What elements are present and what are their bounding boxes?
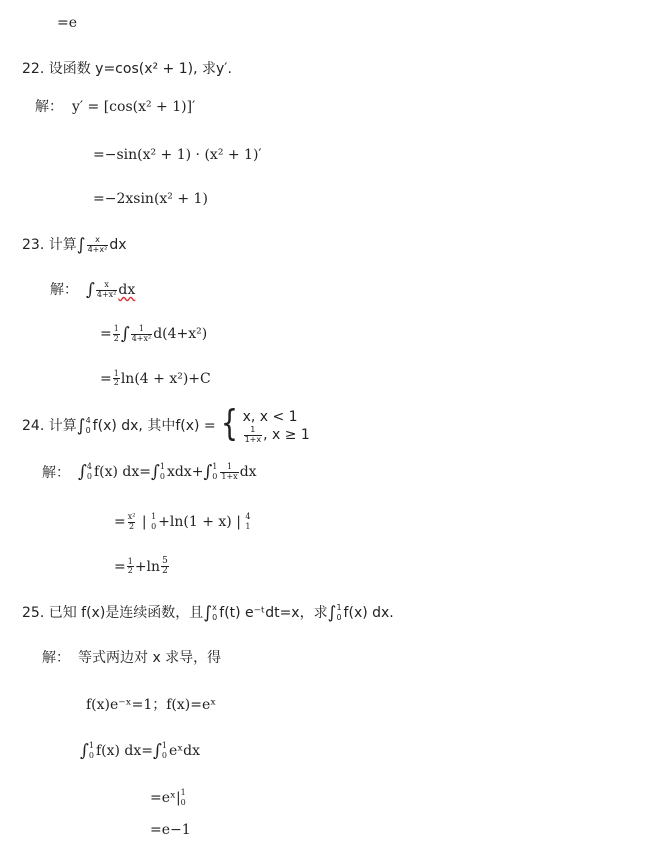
integral-sign: ∫ — [76, 235, 86, 255]
problem-23-title — [22, 236, 126, 254]
integral-sign: ∫ — [76, 416, 86, 437]
p23-step3-coef: $\frac{1}{2}$ — [113, 369, 119, 388]
p23-step-1 — [86, 281, 135, 299]
p23-step2-inner: $\frac{1}{\text{4+x²}}$ — [131, 324, 152, 343]
p23-step-2: = $\frac{1}{2}$ ∫ $\frac{1}{\text{4+x²}}$ d(4+x²) — [100, 324, 208, 344]
integral-sign: ∫ — [203, 603, 213, 623]
p23-step2-tail: d(4+x²) — [153, 326, 208, 342]
integral-sign: ∫ — [153, 741, 162, 761]
integral-sign: ∫ — [120, 324, 130, 344]
integral-sign: ∫ — [327, 603, 337, 623]
p25-step-2: ∫ 1 0 f(x) dx=∫ 1 0 eˣdx — [80, 741, 201, 761]
p22-solution-label: 解： — [35, 99, 63, 115]
p24-case-2: $\frac{1}{1+x}$ , x ≥ 1 — [244, 425, 310, 444]
p23-step1-dx: dx — [118, 282, 136, 298]
p24-title-prefix: 24. 计算 — [22, 418, 77, 435]
integral-sign: ∫ — [86, 280, 95, 300]
p24-title-mid: f(x) dx, 其中f(x) = — [92, 418, 216, 435]
p24-case-1: x, x < 1 — [242, 409, 298, 425]
p23-solution-label: 解： — [50, 282, 78, 298]
problem-22-title: 22. 设函数 y=cos(x² + 1), 求y′. — [22, 61, 232, 77]
integral-sign: ∫ — [78, 462, 87, 482]
p24-step-2: = $\frac{\text{x²}}{2}$ | 1 0 +ln(1 + x) | 4 1 — [114, 512, 251, 531]
p25-step-1: f(x)e⁻ˣ=1；f(x)=eˣ — [86, 697, 217, 713]
p25-step-3: =eˣ| 1 0 — [150, 788, 186, 807]
p23-step3-tail: ln(4 + x²)+C — [120, 370, 211, 387]
p22-step-2: =−sin(x² + 1) · (x² + 1)′ — [93, 147, 262, 163]
p24-solution-label: 解： — [42, 465, 70, 481]
top-line: =e — [57, 15, 78, 31]
p23-step2-coef: $\frac{1}{2}$ — [113, 324, 119, 343]
problem-24-title — [22, 403, 310, 445]
integral-sign: ∫ — [151, 462, 160, 482]
p23-fraction: $\frac{x}{\text{4+x²}}$ — [87, 235, 108, 254]
p24-step-3: = $\frac{1}{2}$ +ln $\frac{5}{2}$ — [114, 556, 168, 577]
p23-step1-fraction: $\frac{x}{\text{4+x²}}$ — [96, 280, 117, 299]
p23-step-3: = $\frac{1}{2}$ ln(4 + x²)+C — [100, 369, 211, 388]
integral-sign: ∫ — [80, 741, 89, 761]
p25-step-4: =e−1 — [150, 822, 191, 838]
p24-piecewise-cases — [243, 408, 310, 444]
p23-title-prefix: 23. 计算 — [22, 237, 77, 253]
problem-25-title: 25. 已知 f(x)是连续函数，且∫ x 0 f(t) e⁻ᵗdt=x，求∫ 1 0 f(x) dx. — [22, 603, 394, 623]
p25-solution-label: 解： — [42, 650, 70, 666]
p23-dx: dx — [109, 237, 127, 253]
p22-step-1: y′ = [cos(x² + 1)]′ — [72, 99, 196, 115]
p22-step-3: =−2xsin(x² + 1) — [93, 191, 208, 207]
p24-step-1: ∫ 4 0 f(x) dx=∫ 1 0 xdx+∫ 1 0 $\frac{1}{1+x}$ dx — [78, 462, 257, 482]
p25-solution-text: 等式两边对 x 求导，得 — [78, 650, 222, 666]
p24-limits: 4 0 — [85, 416, 91, 436]
integral-sign: ∫ — [203, 462, 213, 482]
left-brace: { — [220, 403, 238, 445]
